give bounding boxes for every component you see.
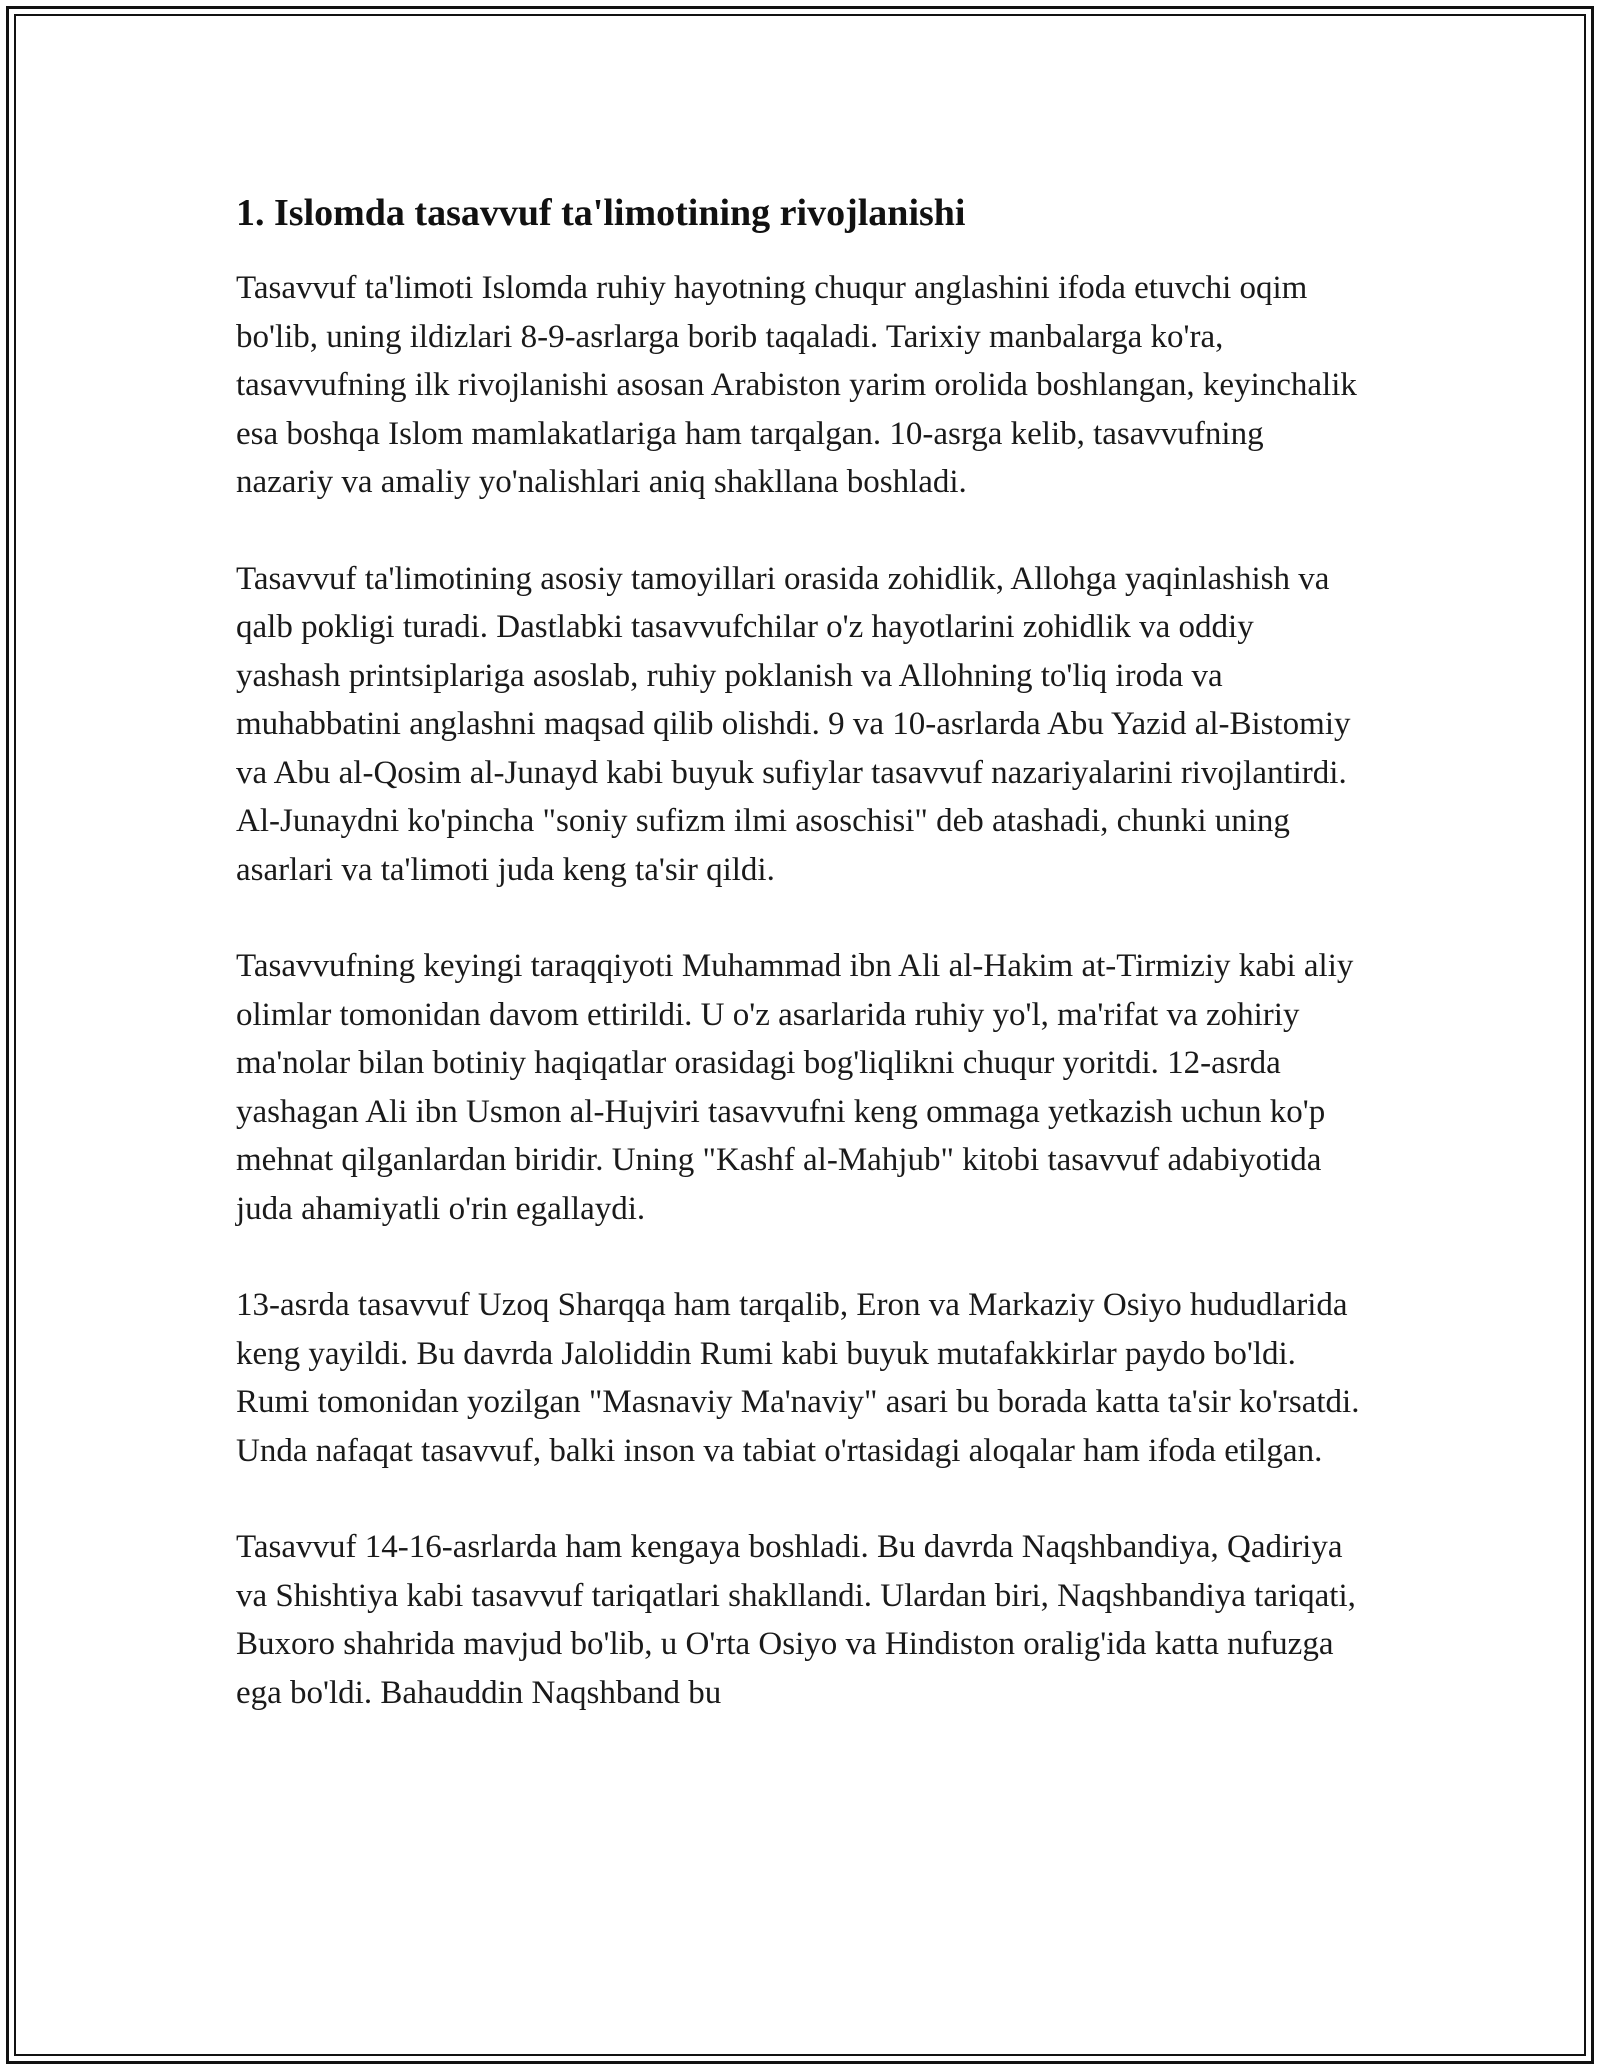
- document-body: [236, 186, 1366, 1765]
- paragraph-4: 13-asrda tasavvuf Uzoq Sharqqa ham tarqalib, Eron va Markaziy Osiyo hududlarida keng yayildi. Bu davrda Jaloliddin Rumi kabi buyuk mutafakkirlar paydo bo'ldi. Rumi tomonidan yozilgan "Masnaviy Ma'naviy" asari bu borada katta ta'sir ko'rsatdi. Unda nafaqat tasavvuf, balki inson va tabiat o'rtasidagi aloqalar ham ifoda etilgan.: [236, 1287, 1360, 1469]
- paragraph-5: Tasavvuf 14-16-asrlarda ham kengaya boshladi. Bu davrda Naqshbandiya, Qadiriya va Shishtiya kabi tasavvuf tariqatlari shakllandi. Ulardan biri, Naqshbandiya tariqati, Buxoro shahrida mavjud bo'lib, u O'rta Osiyo va Hindiston oralig'ida katta nufuzga ega bo'ldi. Bahauddin Naqshband bu: [236, 1529, 1356, 1711]
- paragraph-2: Tasavvuf ta'limotining asosiy tamoyillari orasida zohidlik, Allohga yaqinlashish va qalb pokligi turadi. Dastlabki tasavvufchilar o'z hayotlarini zohidlik va oddiy yashash printsiplariga asoslab, ruhiy poklanish va Allohning to'liq iroda va muhabbatini anglashni maqsad qilib olishdi. 9 va 10-asrlarda Abu Yazid al-Bistomiy va Abu al-Qosim al-Junayd kabi buyuk sufiylar tasavvuf nazariyalarini rivojlantirdi. Al-Junaydni ko'pincha "soniy sufizm ilmi asoschisi" deb atashadi, chunki uning asarlari va ta'limoti juda keng ta'sir qildi.: [236, 560, 1351, 888]
- section-heading: 1. Islomda tasavvuf ta'limotining rivojlanishi: [236, 192, 966, 234]
- paragraph-1: Tasavvuf ta'limoti Islomda ruhiy hayotning chuqur anglashini ifoda etuvchi oqim bo'lib, uning ildizlari 8-9-asrlarga borib taqaladi. Tarixiy manbalarga ko'ra, tasavvufning ilk rivojlanishi asosan Arabiston yarim orolida boshlangan, keyinchalik esa boshqa Islom mamlakatlariga ham tarqalgan. 10-asrga kelib, tasavvufning nazariy va amaliy yo'nalishlari aniq shakllana boshladi.: [236, 270, 1357, 500]
- paragraph-3: Tasavvufning keyingi taraqqiyoti Muhammad ibn Ali al-Hakim at-Tirmiziy kabi aliy olimlar tomonidan davom ettirildi. U o'z asarlarida ruhiy yo'l, ma'rifat va zohiriy ma'nolar bilan botiniy haqiqatlar orasidagi bog'liqlikni chuqur yoritdi. 12-asrda yashagan Ali ibn Usmon al-Hujviri tasavvufni keng ommaga yetkazish uchun ko'p mehnat qilganlardan biridir. Uning "Kashf al-Mahjub" kitobi tasavvuf adabiyotida juda ahamiyatli o'rin egallaydi.: [236, 948, 1354, 1227]
